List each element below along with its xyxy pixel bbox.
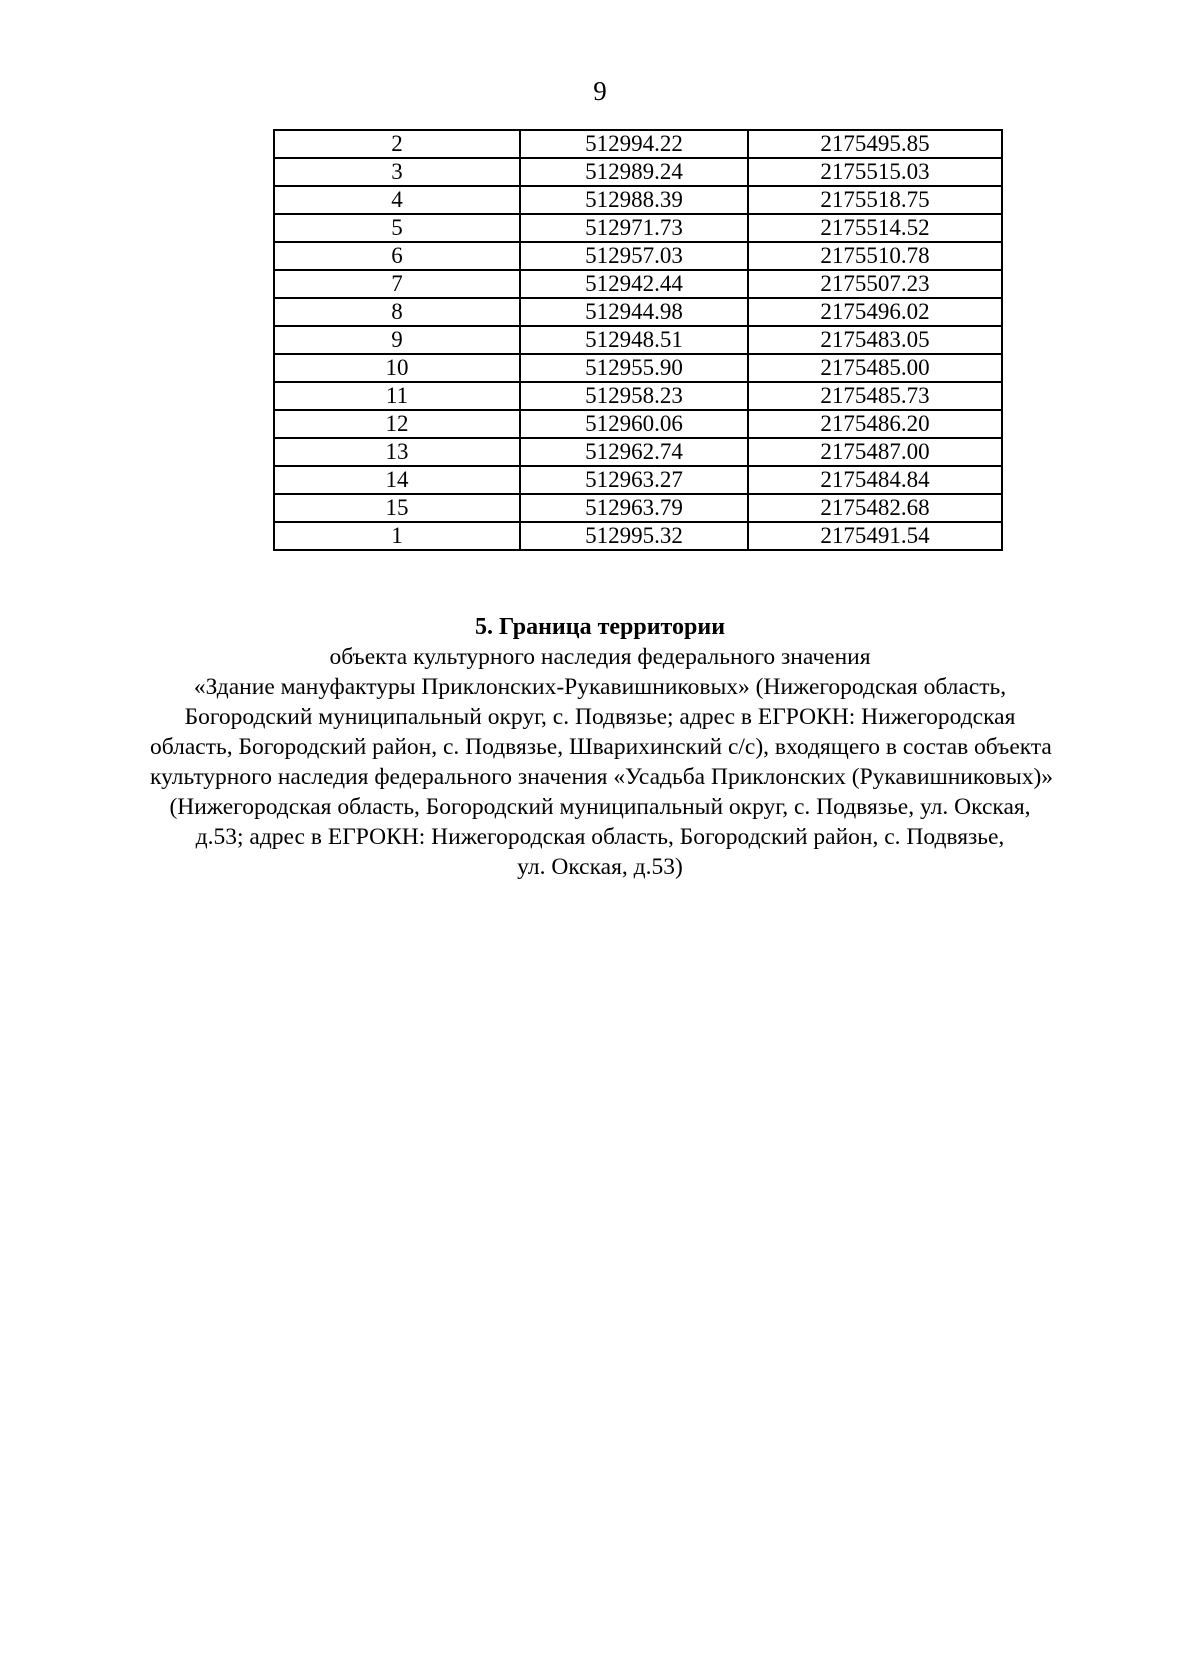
x-coordinate-cell: 512962.74: [520, 438, 748, 466]
x-coordinate-cell: 512995.32: [520, 522, 748, 550]
x-coordinate-cell: 512960.06: [520, 410, 748, 438]
table-row: [274, 410, 1002, 438]
table-row: [274, 382, 1002, 410]
section-text-line: Богородский муниципальный округ, с. Подвязье; адрес в ЕГРОКН: Нижегородская: [184, 704, 1016, 730]
point-number-cell: 4: [274, 186, 520, 214]
point-number-cell: 5: [274, 214, 520, 242]
point-number-cell: 6: [274, 242, 520, 270]
y-coordinate-cell: 2175515.03: [748, 158, 1002, 186]
section-text-line: «Здание мануфактуры Приклонских-Рукавишниковых» (Нижегородская область,: [193, 674, 1007, 700]
y-coordinate-cell: 2175507.23: [748, 270, 1002, 298]
x-coordinate-cell: 512988.39: [520, 186, 748, 214]
point-number-cell: 10: [274, 354, 520, 382]
table-row: [274, 522, 1002, 550]
coordinates-table: [273, 129, 1003, 551]
coordinates-table-body: [274, 130, 1002, 550]
x-coordinate-cell: 512971.73: [520, 214, 748, 242]
section-text-line: объекта культурного наследия федерального значения: [329, 644, 871, 670]
x-coordinate-cell: 512963.27: [520, 466, 748, 494]
x-coordinate-cell: 512958.23: [520, 382, 748, 410]
table-row: [274, 494, 1002, 522]
point-number-cell: 2: [274, 130, 520, 158]
y-coordinate-cell: 2175491.54: [748, 522, 1002, 550]
y-coordinate-cell: 2175510.78: [748, 242, 1002, 270]
section-title: 5. Граница территории: [474, 614, 726, 640]
table-row: [274, 130, 1002, 158]
point-number-cell: 3: [274, 158, 520, 186]
y-coordinate-cell: 2175485.00: [748, 354, 1002, 382]
y-coordinate-cell: 2175487.00: [748, 438, 1002, 466]
point-number-cell: 1: [274, 522, 520, 550]
y-coordinate-cell: 2175496.02: [748, 298, 1002, 326]
y-coordinate-cell: 2175518.75: [748, 186, 1002, 214]
section-text-line: область, Богородский район, с. Подвязье, Шварихинский с/с), входящего в состав объекта: [150, 734, 1052, 760]
y-coordinate-cell: 2175486.20: [748, 410, 1002, 438]
x-coordinate-cell: 512994.22: [520, 130, 748, 158]
point-number-cell: 9: [274, 326, 520, 354]
x-coordinate-cell: 512944.98: [520, 298, 748, 326]
table-row: [274, 326, 1002, 354]
table-row: [274, 466, 1002, 494]
y-coordinate-cell: 2175483.05: [748, 326, 1002, 354]
section-text-line: (Нижегородская область, Богородский муниципальный округ, с. Подвязье, ул. Окская,: [169, 794, 1031, 820]
table-row: [274, 354, 1002, 382]
point-number-cell: 11: [274, 382, 520, 410]
point-number-cell: 8: [274, 298, 520, 326]
section-text-line: д.53; адрес в ЕГРОКН: Нижегородская область, Богородский район, с. Подвязье,: [195, 824, 1005, 850]
x-coordinate-cell: 512948.51: [520, 326, 748, 354]
point-number-cell: 12: [274, 410, 520, 438]
x-coordinate-cell: 512989.24: [520, 158, 748, 186]
table-row: [274, 298, 1002, 326]
point-number-cell: 14: [274, 466, 520, 494]
section-text-line: ул. Окская, д.53): [517, 854, 683, 880]
page-number: 9: [593, 76, 607, 106]
section-5: [150, 612, 1054, 882]
x-coordinate-cell: 512942.44: [520, 270, 748, 298]
y-coordinate-cell: 2175495.85: [748, 130, 1002, 158]
point-number-cell: 15: [274, 494, 520, 522]
table-row: [274, 214, 1002, 242]
y-coordinate-cell: 2175514.52: [748, 214, 1002, 242]
x-coordinate-cell: 512963.79: [520, 494, 748, 522]
table-row: [274, 158, 1002, 186]
x-coordinate-cell: 512957.03: [520, 242, 748, 270]
point-number-cell: 13: [274, 438, 520, 466]
y-coordinate-cell: 2175482.68: [748, 494, 1002, 522]
y-coordinate-cell: 2175484.84: [748, 466, 1002, 494]
section-text-line: культурного наследия федерального значения «Усадьба Приклонских (Рукавишниковых)»: [150, 764, 1054, 790]
y-coordinate-cell: 2175485.73: [748, 382, 1002, 410]
table-row: [274, 270, 1002, 298]
x-coordinate-cell: 512955.90: [520, 354, 748, 382]
table-row: [274, 186, 1002, 214]
point-number-cell: 7: [274, 270, 520, 298]
table-row: [274, 438, 1002, 466]
table-row: [274, 242, 1002, 270]
